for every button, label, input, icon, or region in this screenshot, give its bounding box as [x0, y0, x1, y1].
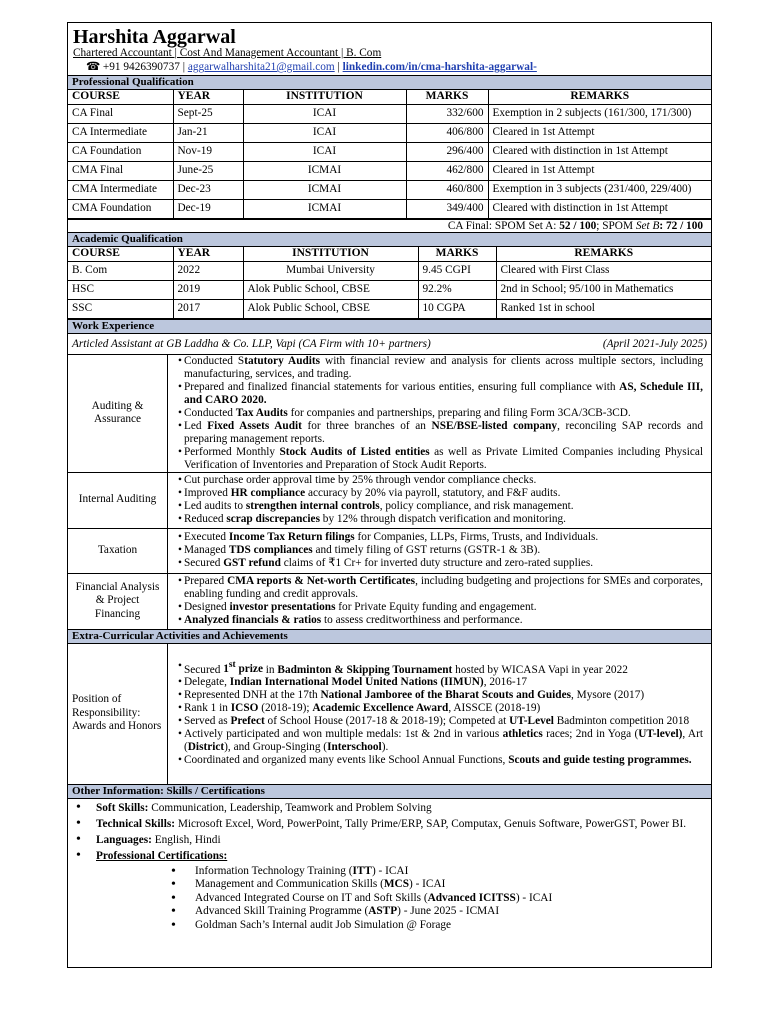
cell: CA Foundation [68, 142, 173, 161]
work-row-audit [68, 355, 711, 473]
certifications-label: Professional Certifications: [96, 849, 228, 862]
certification-list [76, 865, 705, 933]
candidate-name: Harshita Aggarwal [73, 26, 236, 48]
contact-line: ☎ +91 9426390737 | aggarwalharshita21@gmail.com | linkedin.com/in/cma-harshita-aggarwal- [86, 61, 537, 73]
col-institution: INSTITUTION [243, 247, 418, 261]
col-remarks: REMARKS [488, 90, 711, 104]
work-row-tax [68, 528, 711, 573]
list-item: • Conducted Statutory Audits with financial review and analysis for clients across multiple sectors, including manufacturing, services, and trading. [178, 355, 703, 381]
list-item: • Led audits to strengthen internal controls, policy compliance, and risk management. [178, 500, 703, 513]
list-item: • Cut purchase order approval time by 25% through vendor compliance checks. [178, 474, 703, 487]
col-remarks: REMARKS [496, 247, 711, 261]
languages-value: English, Hindi [151, 833, 221, 846]
skills-block [68, 799, 711, 933]
work-table [68, 355, 711, 630]
spom-a-score: 52 / 100 [559, 219, 597, 232]
cell: 406/800 [406, 123, 488, 142]
technical-skills-label: Technical Skills: [96, 817, 175, 830]
list-item: • Improved HR compliance accuracy by 20% via payroll, statutory, and F&F audits. [178, 487, 703, 500]
cell: 462/800 [406, 161, 488, 180]
languages-label: Languages: [96, 833, 152, 846]
cell: ICMAI [243, 180, 406, 199]
cell: Jan-21 [173, 123, 243, 142]
cell: 10 CGPA [418, 299, 496, 318]
list-item: • Management and Communication Skills (MCS) - ICAI [171, 878, 705, 892]
soft-skills-value: Communication, Leadership, Teamwork and Problem Solving [148, 801, 432, 814]
extra-row [68, 644, 711, 785]
cell: ICAI [243, 142, 406, 161]
work-role: Articled Assistant at GB Laddha & Co. LLP, Vapi (CA Firm with 10+ partners) [72, 337, 431, 350]
email-link[interactable]: aggarwalharshita21@gmail.com [187, 61, 335, 73]
cell: 9.45 CGPI [418, 261, 496, 280]
table-row [68, 261, 711, 280]
spom-note-b-pre: ; SPOM [596, 219, 636, 232]
list-item: • Delegate, Indian International Model United Nations (IIMUN), 2016-17 [178, 676, 703, 689]
linkedin-link[interactable]: linkedin.com/in/cma-harshita-aggarwal- [342, 61, 537, 73]
cell: 2019 [173, 280, 243, 299]
cell: Sept-25 [173, 104, 243, 123]
cell: CMA Final [68, 161, 173, 180]
extra-label: Position of Responsibility: Awards and Honors [68, 644, 168, 785]
cell: ICAI [243, 104, 406, 123]
cell: 92.2% [418, 280, 496, 299]
list-item: • Designed investor presentations for Private Equity funding and engagement. [178, 601, 703, 614]
cell: Nov-19 [173, 142, 243, 161]
cell: Dec-23 [173, 180, 243, 199]
cell: Cleared with distinction in 1st Attempt [488, 199, 711, 218]
list-item: • Managed TDS compliances and timely filing of GST returns (GSTR-1 & 3B). [178, 544, 703, 557]
col-year: YEAR [173, 90, 243, 104]
work-row-internal [68, 472, 711, 528]
work-details [168, 528, 712, 573]
cell: June-25 [173, 161, 243, 180]
cell: Alok Public School, CBSE [243, 299, 418, 318]
table-row [68, 299, 711, 318]
list-item: • Prepared and finalized financial statements for various entities, ensuring full compliance with AS, Schedule III, and CARO 2020. [178, 381, 703, 407]
list-item: • Information Technology Training (ITT) - ICAI [171, 865, 705, 879]
work-details [168, 355, 712, 473]
col-course: COURSE [68, 90, 173, 104]
cell: ICMAI [243, 161, 406, 180]
cell: 460/800 [406, 180, 488, 199]
spom-set-b: Set B [635, 219, 660, 232]
list-item: • Served as Prefect of School House (2017-18 & 2018-19); Competed at UT-Level Badminton competition 2018 [178, 715, 703, 728]
cell: 332/600 [406, 104, 488, 123]
list-item: • Reduced scrap discrepancies by 12% through dispatch verification and monitoring. [178, 513, 703, 526]
technical-skills-value: Microsoft Excel, Word, PowerPoint, Tally Prime/ERP, SAP, Computax, Genuis Software, PowerGST, Power BI. [175, 817, 687, 830]
list-item: • Secured 1st prize in Badminton & Skipping Tournament hosted by WICASA Vapi in year 2022 [178, 660, 703, 677]
cell: CMA Intermediate [68, 180, 173, 199]
table-row [68, 180, 711, 199]
cell: Ranked 1st in school [496, 299, 711, 318]
list-item: • Actively participated and won multiple medals: 1st & 2nd in various athletics races; 2nd in Yoga (UT-level), Art (District), and Group-Singing (Interschool). [178, 728, 703, 754]
other-section-title: Other Information: Skills / Certifications [68, 785, 711, 799]
work-label: Financial Analysis & Project Financing [68, 573, 168, 629]
cell: Cleared with distinction in 1st Attempt [488, 142, 711, 161]
phone-number: +91 9426390737 [102, 61, 180, 73]
work-label: Auditing & Assurance [68, 355, 168, 473]
cell: Dec-19 [173, 199, 243, 218]
list-item: • Coordinated and organized many events like School Annual Functions, Scouts and guide testing programmes. [178, 754, 703, 767]
cell: Cleared in 1st Attempt [488, 161, 711, 180]
list-item: • Led Fixed Assets Audit for three branches of an NSE/BSE-listed company, reconciling SAP records and preparing management reports. [178, 420, 703, 446]
cell: Exemption in 2 subjects (161/300, 171/300) [488, 104, 711, 123]
cell: Exemption in 3 subjects (231/400, 229/400) [488, 180, 711, 199]
work-period: (April 2021-July 2025) [602, 337, 707, 350]
professional-section-title: Professional Qualification [68, 75, 711, 90]
academic-section-title: Academic Qualification [68, 232, 711, 247]
cell: CA Final [68, 104, 173, 123]
academic-table [68, 247, 711, 319]
list-item: • Analyzed financials & ratios to assess creditworthiness and performance. [178, 614, 703, 627]
cell: 296/400 [406, 142, 488, 161]
technical-skills [76, 817, 705, 831]
col-marks: MARKS [406, 90, 488, 104]
table-row [68, 199, 711, 218]
col-institution: INSTITUTION [243, 90, 406, 104]
cell: B. Com [68, 261, 173, 280]
table-row [68, 123, 711, 142]
extra-details [168, 644, 712, 785]
list-item: • Advanced Integrated Course on IT and Soft Skills (Advanced ICITSS) - ICAI [171, 892, 705, 906]
certifications [76, 849, 705, 863]
professional-table [68, 90, 711, 219]
extra-section-title: Extra-Curricular Activities and Achievements [68, 630, 711, 644]
cell: HSC [68, 280, 173, 299]
spom-note [68, 219, 711, 232]
table-row [68, 161, 711, 180]
work-details [168, 472, 712, 528]
list-item: • Executed Income Tax Return filings for Companies, LLPs, Firms, Trusts, and Individuals. [178, 531, 703, 544]
work-label: Internal Auditing [68, 472, 168, 528]
list-item: • Rank 1 in ICSO (2018-19); Academic Excellence Award, AISSCE (2018-19) [178, 702, 703, 715]
list-item: • Performed Monthly Stock Audits of Listed entities as well as Private Limited Companies including Physical Verification of Inventories and Preparation of Stock Audit Reports. [178, 446, 703, 472]
work-label: Taxation [68, 528, 168, 573]
list-item: • Goldman Sach’s Internal audit Job Simulation @ Forage [171, 919, 705, 933]
cell: Cleared in 1st Attempt [488, 123, 711, 142]
table-row [68, 104, 711, 123]
phone-icon: ☎ [86, 61, 101, 73]
work-details [168, 573, 712, 629]
cell: SSC [68, 299, 173, 318]
candidate-subtitle: Chartered Accountant | Cost And Management Accountant | B. Com [73, 47, 382, 59]
cell: 2017 [173, 299, 243, 318]
cell: 2022 [173, 261, 243, 280]
cell: 349/400 [406, 199, 488, 218]
cell: CMA Foundation [68, 199, 173, 218]
work-role-line [68, 334, 711, 355]
work-row-finance [68, 573, 711, 629]
list-item: • Advanced Skill Training Programme (ASTP) - June 2025 - ICMAI [171, 905, 705, 919]
cell: Alok Public School, CBSE [243, 280, 418, 299]
table-row [68, 280, 711, 299]
extra-table [68, 644, 711, 785]
col-course: COURSE [68, 247, 173, 261]
list-item: • Prepared CMA reports & Net-worth Certificates, including budgeting and projections for SMEs and corporates, enabling funding and credit approvals. [178, 575, 703, 601]
table-row [68, 142, 711, 161]
cell: ICMAI [243, 199, 406, 218]
list-item: • Conducted Tax Audits for companies and partnerships, preparing and filing Form 3CA/3CB-3CD. [178, 407, 703, 420]
work-section-title: Work Experience [68, 319, 711, 334]
col-year: YEAR [173, 247, 243, 261]
cell: Mumbai University [243, 261, 418, 280]
soft-skills-label: Soft Skills: [96, 801, 149, 814]
languages [76, 833, 705, 847]
spom-note-a: CA Final: SPOM Set A: [447, 219, 560, 232]
col-marks: MARKS [418, 247, 496, 261]
cell: ICAI [243, 123, 406, 142]
list-item: • Secured GST refund claims of ₹1 Cr+ for inverted duty structure and zero-rated supplies. [178, 557, 703, 570]
soft-skills [76, 801, 705, 815]
resume [67, 22, 712, 968]
list-item: • Represented DNH at the 17th National Jamboree of the Bharat Scouts and Guides, Mysore (2017) [178, 689, 703, 702]
cell: CA Intermediate [68, 123, 173, 142]
cell: Cleared with First Class [496, 261, 711, 280]
spom-b-score: : 72 / 100 [659, 219, 703, 232]
cell: 2nd in School; 95/100 in Mathematics [496, 280, 711, 299]
